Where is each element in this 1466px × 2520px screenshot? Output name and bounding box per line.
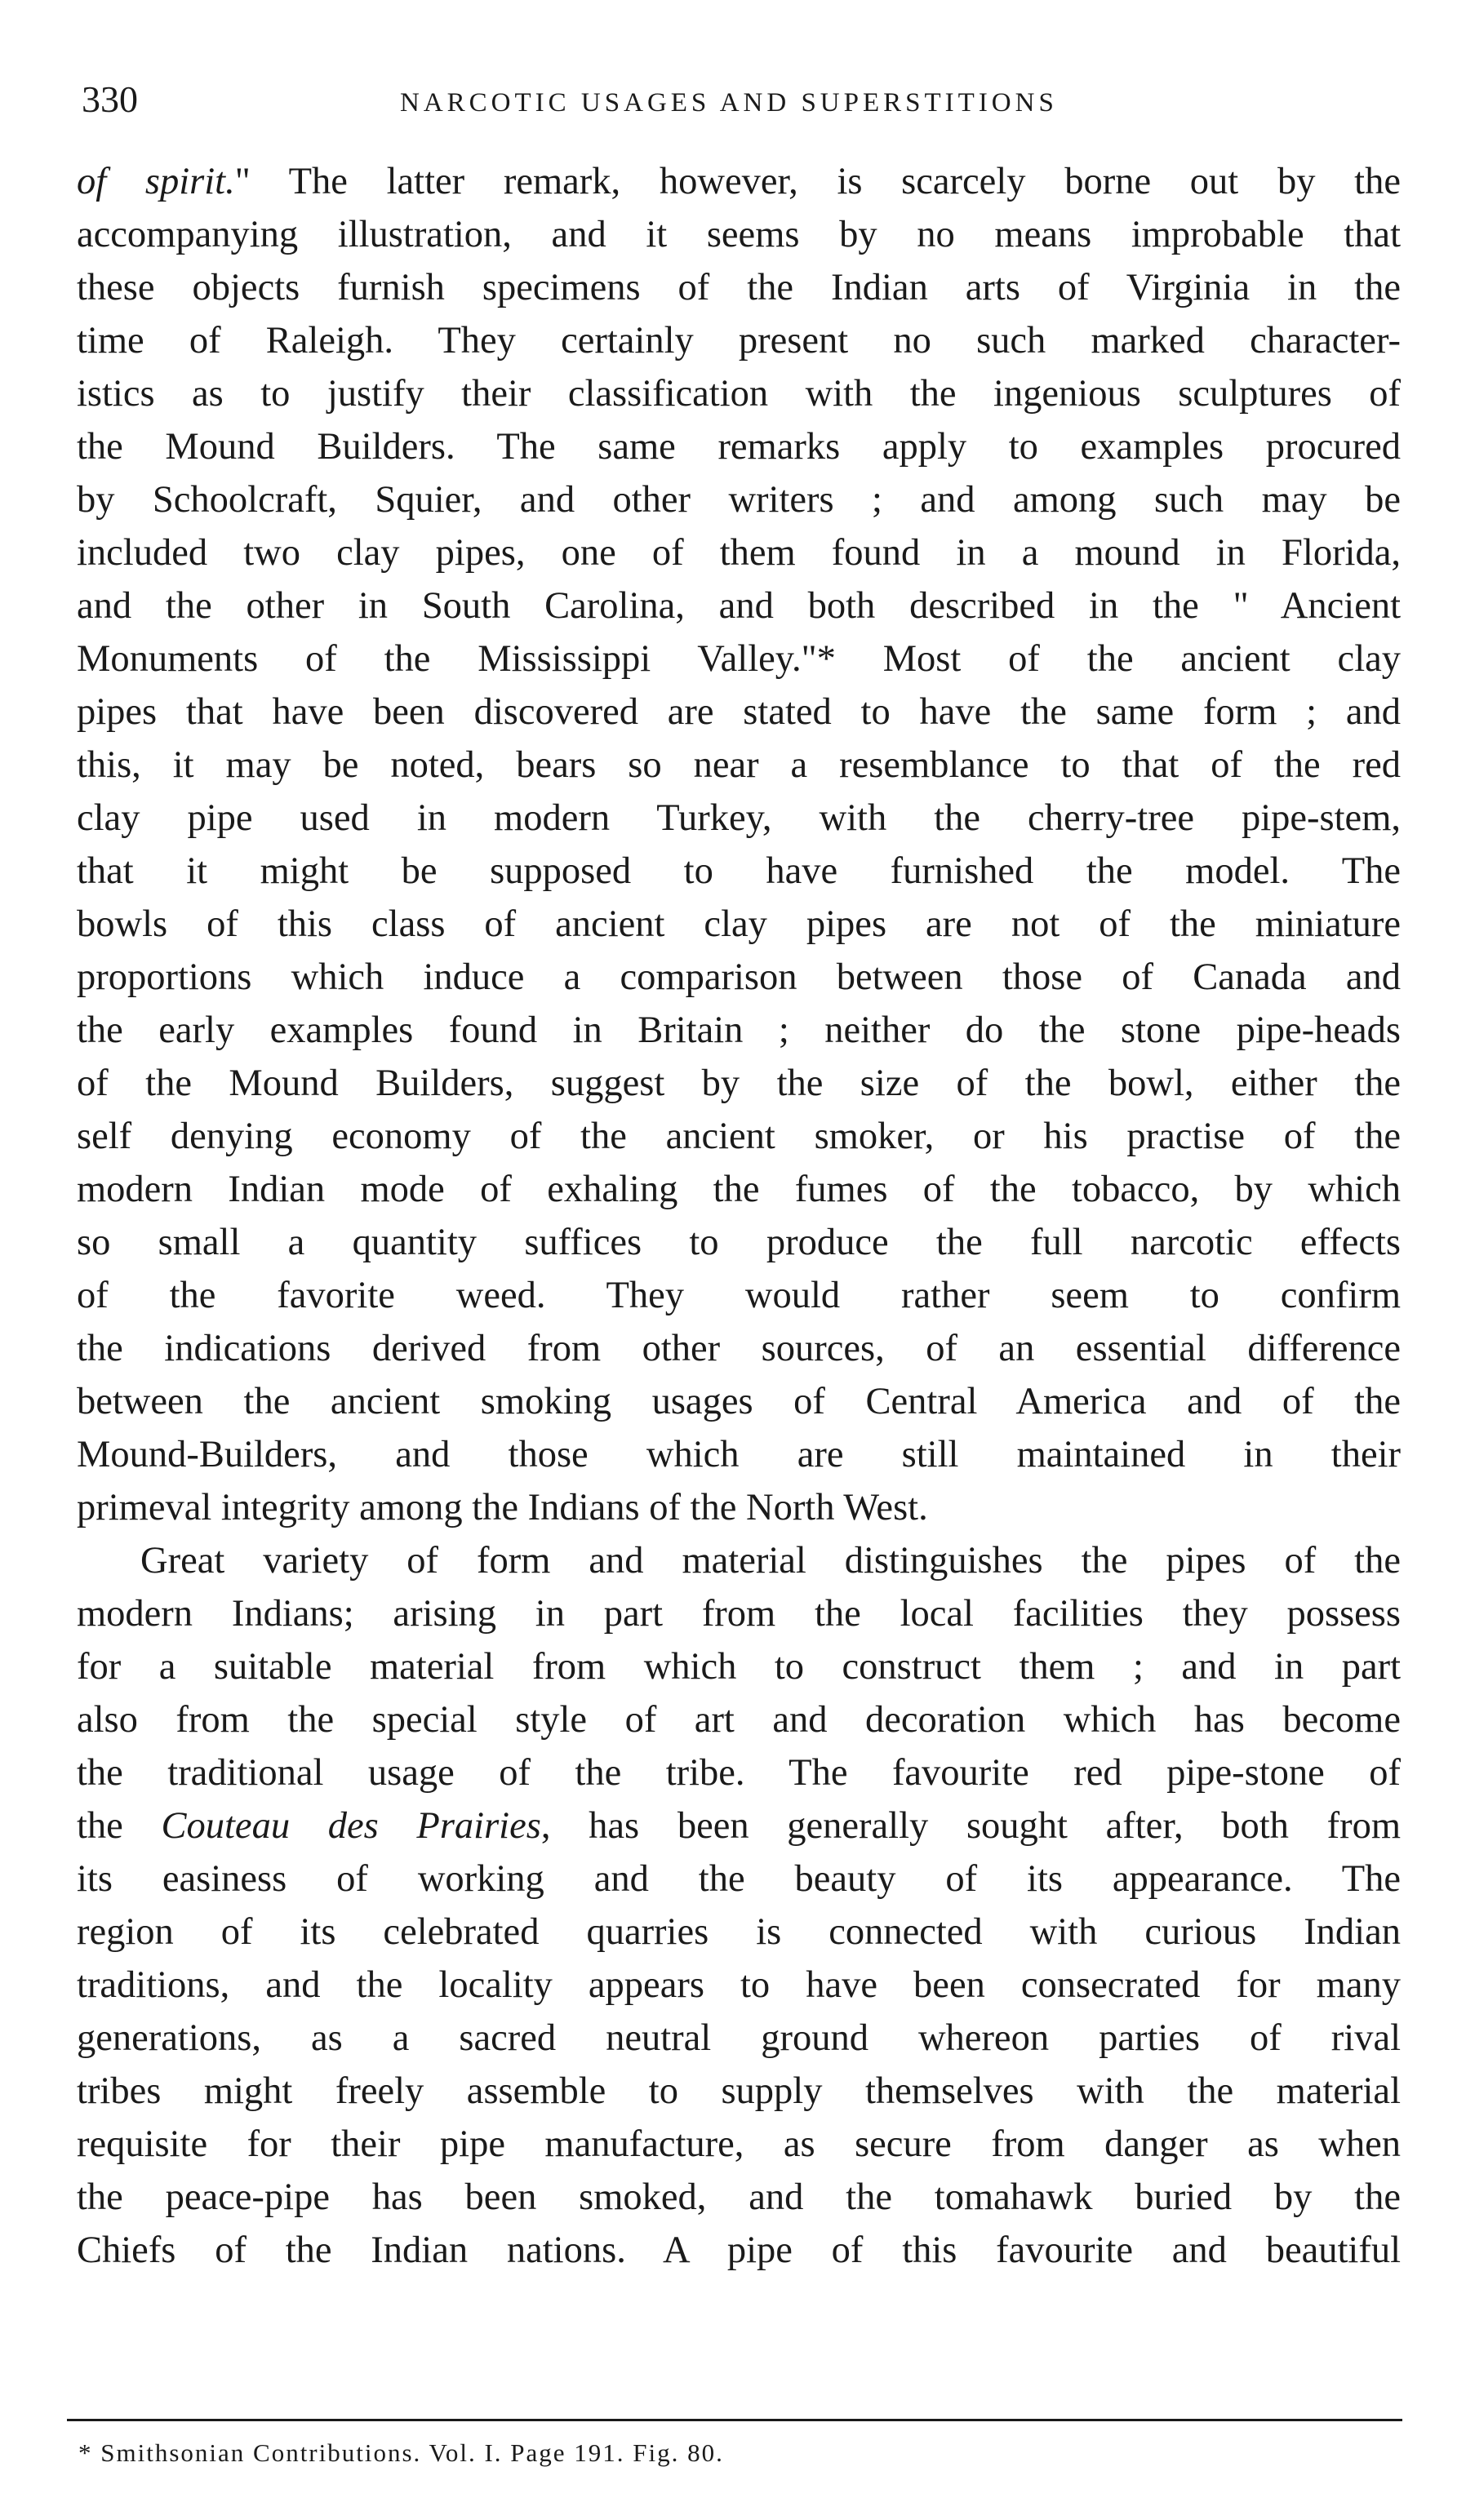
italic-phrase: Couteau des Prairies	[161, 1805, 541, 1847]
text-line: accompanying illustration, and it seems by no means improbable that	[77, 214, 1401, 255]
text-line: time of Raleigh. They certainly present no such marked character-	[77, 320, 1401, 362]
text-line: pipes that have been discovered are stated to have the same form ; and	[77, 691, 1401, 733]
page-number: 330	[82, 78, 138, 120]
text-line: also from the special style of art and decoration which has become	[77, 1699, 1401, 1741]
text-line: clay pipe used in modern Turkey, with the cherry-tree pipe-stem,	[77, 797, 1401, 839]
text-line: the early examples found in Britain ; neither do the stone pipe-heads	[77, 1009, 1401, 1051]
text-line: proportions which induce a comparison between those of Canada and	[77, 956, 1401, 998]
text-line: the Couteau des Prairies, has been generally sought after, both from	[77, 1805, 1401, 1847]
running-head: NARCOTIC USAGES AND SUPERSTITIONS	[400, 88, 1058, 118]
page-header	[82, 75, 1404, 124]
text-line: tribes might freely assemble to supply themselves with the material	[77, 2070, 1401, 2112]
text-line: self denying economy of the ancient smoker, or his practise of the	[77, 1116, 1401, 1157]
paragraph-2	[77, 1534, 1401, 2277]
text-line: region of its celebrated quarries is connected with curious Indian	[77, 1911, 1401, 1953]
text-line: the traditional usage of the tribe. The favourite red pipe-stone of	[77, 1752, 1401, 1794]
body-text	[77, 155, 1401, 2277]
text-line: bowls of this class of ancient clay pipes are not of the miniature	[77, 903, 1401, 945]
text-line: traditions, and the locality appears to have been consecrated for many	[77, 1964, 1401, 2006]
text-line: so small a quantity suffices to produce the full narcotic effects	[77, 1222, 1401, 1263]
text-line: these objects furnish specimens of the Indian arts of Virginia in the	[77, 267, 1401, 308]
text-line: its easiness of working and the beauty of its appearance. The	[77, 1858, 1401, 1900]
text-line: modern Indians; arising in part from the local facilities they possess	[77, 1593, 1401, 1635]
text-line: the Mound Builders. The same remarks apply to examples procured	[77, 426, 1401, 468]
text-line: the indications derived from other sources, of an essential difference	[77, 1328, 1401, 1369]
text-line: by Schoolcraft, Squier, and other writers ; and among such may be	[77, 479, 1401, 521]
text-line: modern Indian mode of exhaling the fumes of the tobacco, by which	[77, 1169, 1401, 1210]
text-line: Chiefs of the Indian nations. A pipe of this favourite and beautiful	[77, 2229, 1401, 2271]
paragraph-1	[77, 155, 1401, 1534]
text-line: of the Mound Builders, suggest by the size of the bowl, either the	[77, 1063, 1401, 1104]
footnote-rule	[67, 2419, 1402, 2421]
footnote: * Smithsonian Contributions. Vol. I. Page 191. Fig. 80.	[78, 2438, 724, 2467]
text-line: requisite for their pipe manufacture, as secure from danger as when	[77, 2123, 1401, 2165]
text-line: Great variety of form and material distinguishes the pipes of the	[140, 1540, 1401, 1582]
text-line: that it might be supposed to have furnished the model. The	[77, 850, 1401, 892]
text-line: between the ancient smoking usages of Central America and of the	[77, 1381, 1401, 1422]
text-line: and the other in South Carolina, and both described in the " Ancient	[77, 585, 1401, 627]
text-line: of the favorite weed. They would rather seem to confirm	[77, 1275, 1401, 1316]
text-line: the peace-pipe has been smoked, and the tomahawk buried by the	[77, 2176, 1401, 2218]
text-line: for a suitable material from which to construct them ; and in part	[77, 1646, 1401, 1688]
text-line: istics as to justify their classification with the ingenious sculptures of	[77, 373, 1401, 415]
text-line: primeval integrity among the Indians of the North West.	[77, 1487, 928, 1528]
text-line: generations, as a sacred neutral ground whereon parties of rival	[77, 2017, 1401, 2059]
text-line: included two clay pipes, one of them found in a mound in Florida,	[77, 532, 1401, 574]
text-line: of spirit." The latter remark, however, is scarcely borne out by the	[77, 161, 1401, 202]
text-line: Monuments of the Mississippi Valley."* Most of the ancient clay	[77, 638, 1401, 680]
text-line: Mound-Builders, and those which are still maintained in their	[77, 1434, 1401, 1475]
italic-phrase: of spirit.	[77, 161, 235, 202]
text-line: this, it may be noted, bears so near a resemblance to that of the red	[77, 744, 1401, 786]
